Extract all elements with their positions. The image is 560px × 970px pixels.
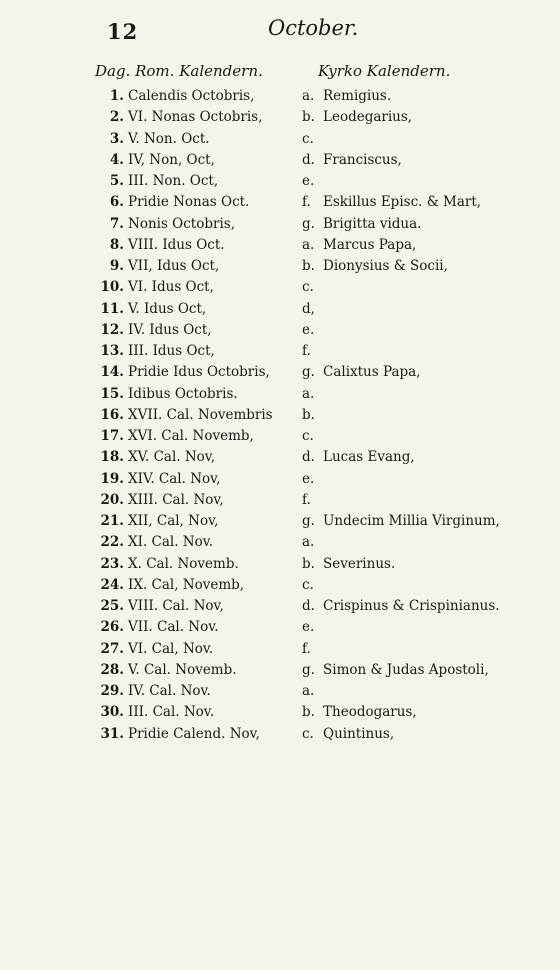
feast-name: Theodogarus, — [323, 704, 417, 721]
day-number: 30. — [100, 704, 124, 721]
calendar-row — [0, 299, 560, 320]
feast-name: Leodegarius, — [323, 109, 413, 126]
day-number: 29. — [100, 683, 124, 699]
roman-date: XI. Cal. Nov. — [128, 534, 214, 551]
feast-name: Marcus Papa, — [323, 236, 417, 253]
day-number: 21. — [100, 513, 124, 529]
month-title: October. — [268, 16, 359, 40]
feast-name: Franciscus, — [323, 151, 402, 168]
calendar-row — [0, 660, 560, 681]
dominical-letter: f. — [302, 640, 311, 657]
dominical-letter: f. — [302, 194, 311, 211]
day-number: 3. — [109, 130, 124, 147]
calendar-row — [0, 86, 560, 107]
day-number: 5. — [109, 173, 124, 189]
day-number: 8. — [109, 236, 124, 253]
roman-date: Pridie Idus Octobris, — [128, 364, 270, 381]
dominical-letter: b. — [302, 258, 315, 274]
roman-date: Idibus Octobris. — [128, 385, 238, 402]
feast-name: Severinus. — [323, 555, 396, 572]
calendar-row — [0, 320, 560, 341]
dominical-letter: e. — [302, 173, 315, 189]
calendar-row — [0, 235, 560, 256]
day-number: 25. — [100, 598, 124, 614]
dominical-letter: a. — [302, 534, 315, 551]
dominical-letter: a. — [302, 236, 315, 253]
day-number: 19. — [100, 470, 124, 487]
day-number: 6. — [109, 194, 124, 211]
roman-date: VIII. Idus Oct. — [128, 236, 225, 253]
day-number: 20. — [100, 491, 124, 508]
calendar-row — [0, 214, 560, 235]
day-number: 16. — [100, 406, 124, 423]
day-number: 17. — [100, 428, 124, 444]
calendar-row — [0, 469, 560, 490]
dominical-letter: b. — [302, 109, 315, 126]
roman-date: XII, Cal, Nov, — [128, 513, 219, 529]
dominical-letter: f. — [302, 491, 311, 508]
dominical-letter: e. — [302, 321, 315, 338]
roman-date: VI. Idus Oct, — [128, 279, 214, 296]
calendar-row — [0, 639, 560, 660]
dominical-letter: c. — [302, 130, 314, 147]
calendar-row — [0, 702, 560, 723]
roman-date: XIV. Cal. Nov, — [128, 470, 221, 487]
day-number: 23. — [100, 555, 124, 572]
dominical-letter: a. — [302, 88, 315, 104]
calendar-row — [0, 617, 560, 638]
day-number: 26. — [100, 619, 124, 636]
dominical-letter: d. — [302, 151, 315, 168]
roman-date: VII, Idus Oct, — [128, 258, 220, 274]
calendar-row — [0, 150, 560, 171]
feast-name: Undecim Millia Virginum, — [323, 513, 500, 529]
day-number: 31. — [100, 725, 124, 742]
roman-date: VI. Cal, Nov. — [128, 640, 214, 657]
day-number: 12. — [100, 321, 124, 338]
calendar-row — [0, 575, 560, 596]
calendar-row — [0, 384, 560, 405]
day-number: 1. — [109, 88, 124, 104]
dominical-letter: f. — [302, 343, 311, 359]
calendar-row — [0, 362, 560, 383]
roman-date: V. Idus Oct, — [128, 300, 207, 317]
roman-date: IV. Idus Oct, — [128, 321, 212, 338]
dominical-letter: d. — [302, 449, 315, 466]
page-number: 12 — [107, 19, 139, 44]
dominical-letter: g. — [302, 661, 315, 678]
day-number: 11. — [100, 300, 124, 317]
dominical-letter: e. — [302, 619, 315, 636]
calendar-row — [0, 681, 560, 702]
day-number: 9. — [109, 258, 124, 274]
calendar-row — [0, 532, 560, 553]
day-number: 27. — [100, 640, 124, 657]
dominical-letter: c. — [302, 279, 314, 296]
roman-date: IX. Cal, Novemb, — [128, 576, 245, 593]
dominical-letter: a. — [302, 683, 315, 699]
calendar-row — [0, 724, 560, 745]
dominical-letter: b. — [302, 406, 315, 423]
day-number: 22. — [100, 534, 124, 551]
dominical-letter: g. — [302, 364, 315, 381]
day-number: 15. — [100, 385, 124, 402]
calendar-row — [0, 277, 560, 298]
roman-date: Pridie Calend. Nov, — [128, 725, 260, 742]
roman-date: Nonis Octobris, — [128, 215, 235, 232]
day-number: 7. — [109, 215, 124, 232]
feast-name: Simon & Judas Apostoli, — [323, 661, 489, 678]
day-number: 18. — [100, 449, 124, 466]
calendar-row — [0, 341, 560, 362]
dominical-letter: b. — [302, 555, 315, 572]
feast-name: Quintinus, — [323, 725, 395, 742]
day-number: 24. — [100, 576, 124, 593]
day-number: 10. — [100, 279, 124, 296]
calendar-rows — [0, 86, 560, 745]
feast-name: Remigius. — [323, 88, 392, 104]
dominical-letter: g. — [302, 513, 315, 529]
calendar-row — [0, 490, 560, 511]
dominical-letter: a. — [302, 385, 315, 402]
roman-date: XVI. Cal. Novemb, — [128, 428, 254, 444]
day-number: 14. — [100, 364, 124, 381]
church-calendar-header: Kyrko Kalendern. — [318, 62, 451, 80]
column-headers — [0, 62, 560, 86]
roman-date: VI. Nonas Octobris, — [128, 109, 263, 126]
roman-date: XIII. Cal. Nov, — [128, 491, 224, 508]
calendar-row — [0, 171, 560, 192]
roman-date: III. Idus Oct, — [128, 343, 215, 359]
dominical-letter: d. — [302, 598, 315, 614]
day-number: 2. — [109, 109, 124, 126]
roman-date: III. Cal. Nov. — [128, 704, 215, 721]
roman-date: X. Cal. Novemb. — [128, 555, 239, 572]
feast-name: Dionysius & Socii, — [323, 258, 448, 274]
dominical-letter: d, — [302, 300, 315, 317]
roman-date: IV, Non, Oct, — [128, 151, 215, 168]
roman-date: VII. Cal. Nov. — [128, 619, 219, 636]
dominical-letter: c. — [302, 576, 314, 593]
calendar-row — [0, 447, 560, 468]
feast-name: Lucas Evang, — [323, 449, 415, 466]
roman-calendar-header: Dag. Rom. Kalendern. — [95, 62, 263, 80]
calendar-row — [0, 405, 560, 426]
calendar-row — [0, 192, 560, 213]
day-number: 13. — [100, 343, 124, 359]
calendar-row — [0, 596, 560, 617]
calendar-row — [0, 426, 560, 447]
roman-date: VIII. Cal. Nov, — [128, 598, 224, 614]
calendar-row — [0, 129, 560, 150]
roman-date: XVII. Cal. Novembris — [128, 406, 273, 423]
roman-date: III. Non. Oct, — [128, 173, 219, 189]
calendar-row — [0, 511, 560, 532]
feast-name: Crispinus & Crispinianus. — [323, 598, 500, 614]
day-number: 4. — [109, 151, 124, 168]
roman-date: V. Cal. Novemb. — [128, 661, 237, 678]
dominical-letter: b. — [302, 704, 315, 721]
dominical-letter: g. — [302, 215, 315, 232]
dominical-letter: c. — [302, 428, 314, 444]
calendar-row — [0, 256, 560, 277]
calendar-row — [0, 107, 560, 128]
feast-name: Eskillus Episc. & Mart, — [323, 194, 482, 211]
feast-name: Brigitta vidua. — [323, 215, 422, 232]
dominical-letter: c. — [302, 725, 314, 742]
calendar-row — [0, 554, 560, 575]
roman-date: IV. Cal. Nov. — [128, 683, 211, 699]
roman-date: XV. Cal. Nov, — [128, 449, 216, 466]
roman-date: V. Non. Oct. — [128, 130, 210, 147]
dominical-letter: e. — [302, 470, 315, 487]
roman-date: Calendis Octobris, — [128, 88, 255, 104]
day-number: 28. — [100, 661, 124, 678]
roman-date: Pridie Nonas Oct. — [128, 194, 250, 211]
feast-name: Calixtus Papa, — [323, 364, 421, 381]
